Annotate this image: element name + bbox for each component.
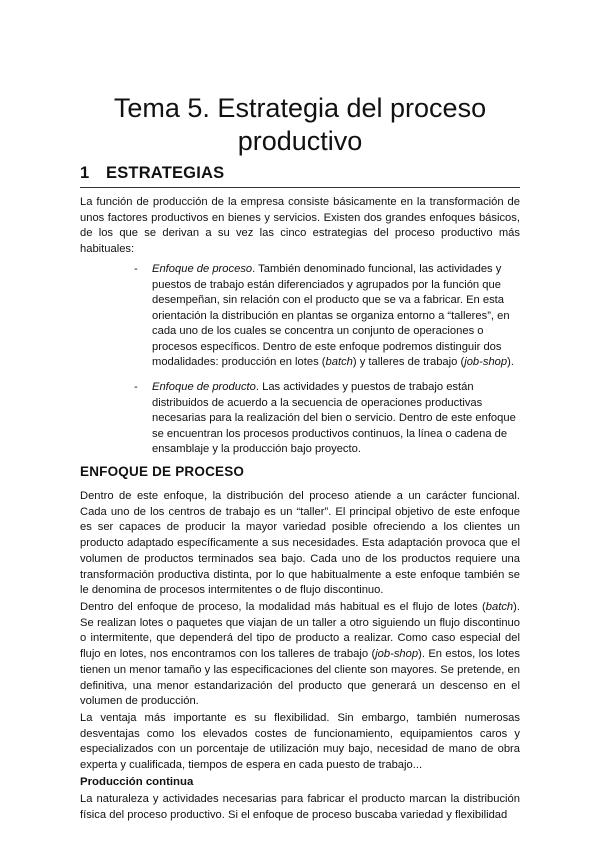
subsubsection-heading: Producción continua xyxy=(80,776,194,788)
paragraph-italic: batch xyxy=(485,601,514,613)
list-bullet: - xyxy=(134,263,138,275)
section-title: ESTRATEGIAS xyxy=(106,164,225,182)
list-item-text: . También denominado funcional, las actividades y puestos de trabajo están diferenciados y agrupados por la función que desempeñan, sin relación con el producto que se va a fabricar. En esta orientación la distribución en plantas se organiza entorno a “talleres”, en cada uno de los cuales se concentra un conjunto de operaciones o procesos específicos. Dentro de este enfoque podremos distinguir dos modalidades: producción en lotes ( xyxy=(152,263,510,368)
list-item-term: Enfoque de proceso xyxy=(152,263,253,275)
title-line-1: Tema 5. Estrategia del proceso xyxy=(113,93,487,123)
body-paragraph xyxy=(80,600,520,710)
body-paragraph: La naturaleza y actividades necesarias para fabricar el producto marcan la distribución física del proceso productivo. Si el enfoque de proceso buscaba variedad y flexibilidad xyxy=(80,793,520,821)
paragraph-text: ). Se realizan lotes o paquetes que viajan de un taller a otro siguiendo un flujo discontinuo o intermitente, que dependerá del tipo de producto a realizar. Como caso especial del flujo en lotes, nos encontramos con los talleres de trabajo ( xyxy=(80,601,520,661)
section-number: 1 xyxy=(80,164,90,182)
page-title xyxy=(60,92,540,158)
list-item-text: ) y talleres de trabajo ( xyxy=(352,356,465,368)
list-item-italic: batch xyxy=(325,356,353,368)
paragraph-text: ). En estos, los lotes tienen un menor tamaño y las especificaciones del cliente son mayores. Se pretende, en definitiva, una menor estandarización del producto que generará un descenso en el volumen de producción. xyxy=(80,648,521,708)
list-item-italic: job-shop xyxy=(464,356,508,368)
section-heading xyxy=(80,164,520,188)
intro-paragraph: La función de producción de la empresa consiste básicamente en la transformación de unos factores productivos en bienes y servicios. Existen dos grandes enfoques básicos, de los que se derivan a su vez las cinco estrategias del proceso productivo más habituales: xyxy=(80,196,520,255)
title-line-2: productivo xyxy=(237,126,363,156)
subsection-heading: ENFOQUE DE PROCESO xyxy=(80,464,245,479)
paragraph-text: Dentro del enfoque de proceso, la modalidad más habitual es el flujo de lotes ( xyxy=(80,601,486,613)
list-item-text: . Las actividades y puestos de trabajo están distribuidos de acuerdo a la secuencia de operaciones productivas necesarias para la realización del bien o servicio. Dentro de este enfoque se encuentran los procesos productivos continuos, la línea o cadena de ensamblaje y la producción bajo proyecto. xyxy=(152,381,516,455)
list-item xyxy=(134,262,520,371)
list-item xyxy=(134,380,520,458)
body-paragraph: Dentro de este enfoque, la distribución del proceso atiende a un carácter funcional. Cada uno de los centros de trabajo es un “taller”. El principal objetivo de este enfoque es ser capaces de producir la mayor variedad posible ofreciendo a los clientes un producto adaptado específicamente a sus necesidades. Esta adaptación provoca que el volumen de productos terminados sea bajo. Cada uno de los productos requiere una transformación productiva distinta, por lo que habitualmente a este enfoque también se le denomina de procesos intermitentes o de flujo discontinuo. xyxy=(80,490,520,597)
body-paragraph: La ventaja más importante es su flexibilidad. Sin embargo, también numerosas desventajas como los elevados costes de funcionamiento, equipamientos caros y especializados con un porcentaje de utilización muy bajo, necesidad de mano de obra experta y cualificada, tiempos de espera en cada puesto de trabajo... xyxy=(80,712,520,772)
paragraph-italic: job-shop xyxy=(375,648,419,661)
list-item-term: Enfoque de producto xyxy=(152,381,256,393)
list-bullet: - xyxy=(134,381,138,393)
list-item-text: ). xyxy=(507,356,514,368)
